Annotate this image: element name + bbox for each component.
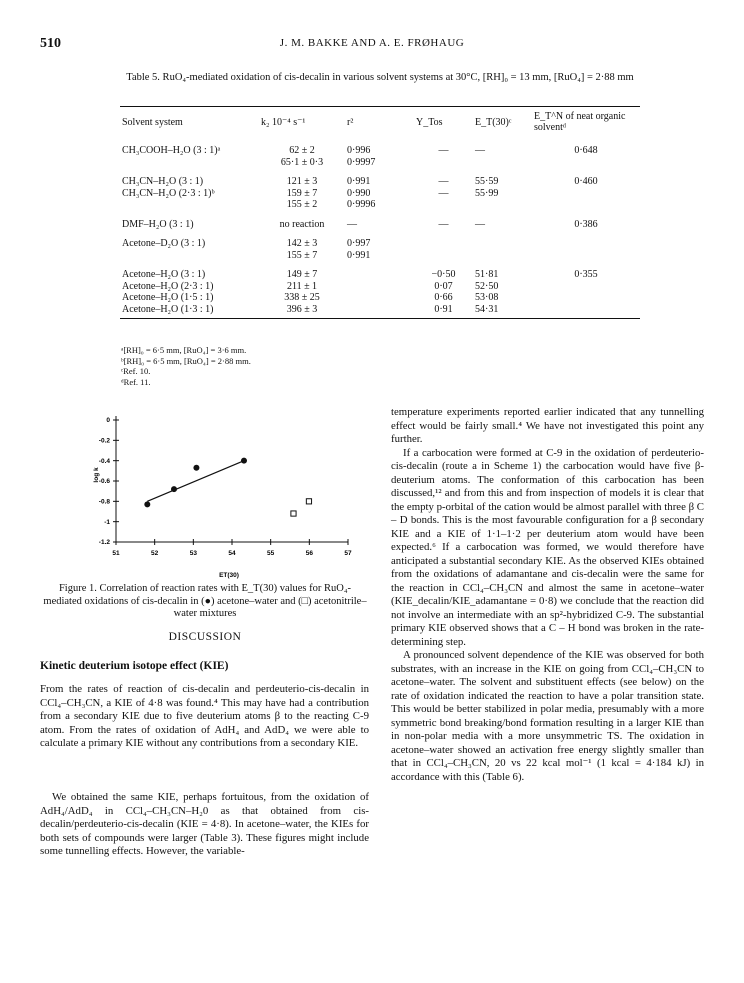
table-caption: Table 5. RuO₄-mediated oxidation of cis-decalin in various solvent systems at 30°C, [RH]₀ = 13 mm, [RuO₄] = 2·88 mm [126,72,634,83]
table-cell: 142 ± 3 [286,238,318,250]
data-point-acetone-water [144,501,150,507]
y-axis-label: log k [93,467,100,483]
table-row [120,168,640,188]
table-cell: no reaction [279,218,325,230]
table-cell: 0·355 [574,269,598,281]
table-cell: 0·07 [434,280,453,292]
chart-axes [99,416,352,557]
footnote: ᵇ[RH]₀ = 6·5 mm, [RuO₄] = 2·88 mm. [121,355,251,366]
table-cell: CH₃CN–H₂O (3 : 1) [122,176,204,188]
table-cell: — [347,218,357,230]
table-cell [532,292,640,304]
x-tick-label: 57 [344,550,352,557]
table-cell: 0·386 [574,218,598,230]
y-tick-label: -0.6 [98,478,110,486]
subsection-heading: Kinetic deuterium isotope effect (KIE) [40,660,229,672]
column-header: Y_Tos [416,116,443,128]
running-head: J. M. BAKKE AND A. E. FRØHAUG [279,37,465,49]
table-cell [120,157,259,169]
table-cell: 396 ± 3 [286,303,318,315]
x-tick-label: 56 [305,550,313,557]
column-header: r² [347,116,354,128]
column-header: E_T^N of neat organic solventᵈ [534,111,626,134]
table-cell: 65·1 ± 0·3 [280,156,324,168]
data-point-acetone-water [241,458,247,464]
y-tick-label: 0 [106,417,110,425]
table-cell [345,292,414,304]
table-cell: 121 ± 3 [286,176,318,188]
table-row [120,137,640,157]
table-body [120,137,640,315]
table-cell [345,261,414,281]
data-table [120,106,640,319]
table-cell: — [438,218,449,230]
table-row [120,281,640,293]
data-point-acetonitrile-water [306,499,311,504]
table-cell [345,281,414,293]
table-cell: 338 ± 25 [284,292,320,304]
table-cell: 159 ± 7 [286,187,318,199]
table-cell: 155 ± 2 [286,199,318,211]
data-point-acetone-water [171,486,177,492]
x-tick-label: 51 [112,550,120,557]
table-cell [532,199,640,211]
footnote: ᶜRef. 10. [121,366,151,376]
table-cell: 0·460 [574,176,598,188]
table-cell: 0·997 [347,238,371,250]
x-tick-label: 53 [189,550,197,557]
column-header: Solvent system [122,116,183,128]
table-cell: 0·991 [347,176,371,188]
table-cell [532,250,640,262]
table-cell: 0·9996 [347,199,376,211]
table-row [120,304,640,316]
table-cell [532,230,640,250]
table-cell [473,199,532,211]
y-tick-label: -1 [104,518,110,526]
footnote: ᵈRef. 11. [121,376,151,387]
page-number: 510 [40,36,61,51]
page-header [0,0,744,51]
paragraph: temperature experiments reported earlier indicated that any tunnelling effect would be fairly small.⁴ We have not investigated this point any further. [391,406,704,445]
table-cell [414,199,473,211]
figure-1-chart [88,412,358,580]
table-row [120,292,640,304]
table-footnotes [121,345,421,387]
paragraph: A pronounced solvent dependence of the KIE was observed for both substrates, with an increase in the KIE on going from CCl₄–CH₃CN to acetone–water. The solvent and substituent effects (see below) on the rate of oxidation indicated the reaction to have a polar transition state. This would be better stabilized in polar media, presumably with a more symmetric bond breaking/bond formation resulting in a larger KIE than in non-polar media with a more unsymmetric TS. The oxidation in acetone–water showed an activation free energy slightly smaller than that in CCl₄–CH₃CN, 20 vs 22 kcal mol⁻¹ (1 kcal = 4·184 kJ) in accordance with this (Table 6). [391,649,704,783]
right-column-text [391,406,704,784]
table-cell: 55·99 [475,187,499,199]
column-header: E_T(30)ᶜ [475,116,512,128]
x-tick-label: 54 [228,550,236,557]
table-cell: Acetone–H₂O (2·3 : 1) [122,280,214,292]
table-cell: 0·990 [347,187,371,199]
table-bottom-rule [120,318,640,319]
table-cell: 211 ± 1 [286,280,318,292]
column-header: k₂ 10⁻⁴ s⁻¹ [261,116,306,128]
paragraph: From the rates of reaction of cis-decalin and perdeuterio-cis-decalin in CCl₄–CH₃CN, a KIE of 4·8 was found.⁴ This may have had a contribution from a secondary KIE due to five deuterium atoms β to the reacting C-9 atom. From the rates of oxidation of AdH₄ and AdD₄ we were able to calculate a primary KIE without any contributions from a secondary KIE. [40,683,369,749]
y-tick-label: -0.2 [98,437,110,445]
table-header-row [120,107,640,137]
table-row [120,199,640,211]
table-cell [414,230,473,250]
table-cell: CH₃CN–H₂O (2·3 : 1)ᵇ [122,187,215,199]
table-row [120,211,640,231]
table-cell: Acetone–D₂O (3 : 1) [122,238,206,250]
table-cell [414,250,473,262]
table-cell: 53·08 [475,292,499,304]
section-heading: DISCUSSION [168,631,242,643]
table-cell: 52·50 [475,280,499,292]
y-tick-label: -0.8 [98,498,110,506]
table-row [120,250,640,262]
table-5 [120,107,640,315]
y-tick-label: -1.2 [98,539,110,547]
table-cell [532,304,640,316]
table-cell: DMF–H₂O (3 : 1) [122,218,194,230]
table-cell [532,188,640,200]
x-axis-label: ET(30) [219,572,239,579]
table-cell [414,157,473,169]
table-cell: — [438,187,449,199]
table-cell [473,157,532,169]
table-cell [120,250,259,262]
data-point-acetone-water [193,465,199,471]
x-tick-label: 52 [151,550,159,557]
paragraph: We obtained the same KIE, perhaps fortuitous, from the oxidation of AdH₄/AdD₄ in CCl₄–CH₃CN–H₂0 as that obtained from cis-decalin/perdeuterio-cis-decalin (KIE = 4·8). In acetone–water, the KIEs for both sets of compounds were larger (Table 3). These figures might include some tunnelling effects. However, the variable- [40,791,369,857]
table-cell: Acetone–H₂O (1·3 : 1) [122,303,214,315]
table-cell: — [438,176,449,188]
table-cell: 0·9997 [347,156,376,168]
table-cell: — [438,145,449,157]
table-row [120,188,640,200]
table-cell: Acetone–H₂O (3 : 1) [122,269,206,281]
table-cell [532,281,640,293]
y-tick-label: -0.4 [98,457,110,465]
table-cell: CH₃COOH–H₂O (3 : 1)ᵃ [122,145,221,157]
table-cell: 51·81 [475,269,499,281]
table-cell: 0·91 [434,303,453,315]
table-cell [473,250,532,262]
table-cell: 0·648 [574,145,598,157]
x-tick-label: 55 [267,550,275,557]
table-cell: 149 ± 7 [286,269,318,281]
footnote: ᵃ[RH]₀ = 6·5 mm, [RuO₄] = 3·6 mm. [121,345,247,355]
table-cell: 0·991 [347,249,371,261]
table-cell: 62 ± 2 [289,145,315,157]
paragraph: If a carbocation were formed at C-9 in the oxidation of perdeuterio-cis-decalin (route a in Scheme 1) the carbocation would have five β-deuterium atoms. The conformation of this carbocation has been discussed,¹² and from this and from inspection of models it is clear that the empty p-orbital of the cation would be almost parallel with three β C – D bonds. This is the most favourable configuration for a β secondary KIE and a KIE of 1·1–1·2 per deuterium atom would have been expected.⁶ If a carbocation was formed, we would therefore have anticipated a substantial secondary KIE. As the observed KIEs obtained from the oxidations of adamantane and cis-decalin were the same for the reaction in CCl₄–CH₃CN and almost the same in acetone–water (KIE_decalin/KIE_adamantane = 0·8) we conclude that the reaction did not involve an intermediate with an sp²-hybridized C-9. The substantial primary KIE observed shows that a C – H bond was broken in the rate-determining step. [391,446,704,648]
table-cell [473,230,532,250]
table-cell: 0·66 [434,292,453,304]
table-cell: −0·50 [431,269,456,281]
table-cell: — [475,218,485,230]
table-row [120,261,640,281]
table-cell: 0·996 [347,145,371,157]
table-cell: 54·31 [475,303,499,315]
table-cell: — [475,145,485,157]
table-cell: 55·59 [475,176,499,188]
table-cell: 155 ± 7 [286,249,318,261]
table-cell [345,304,414,316]
table-row [120,230,640,250]
chart-marks [144,458,311,516]
table-cell [120,199,259,211]
table-row [120,157,640,169]
data-point-acetonitrile-water [291,511,296,516]
table-cell [532,157,640,169]
table-cell: Acetone–H₂O (1·5 : 1) [122,292,214,304]
figure-caption: Figure 1. Correlation of reaction rates with E_T(30) values for RuO₄-mediated oxidations of cis-decalin in (●) acetone–water and (□) acetonitrile–water mixtures [43,583,367,619]
